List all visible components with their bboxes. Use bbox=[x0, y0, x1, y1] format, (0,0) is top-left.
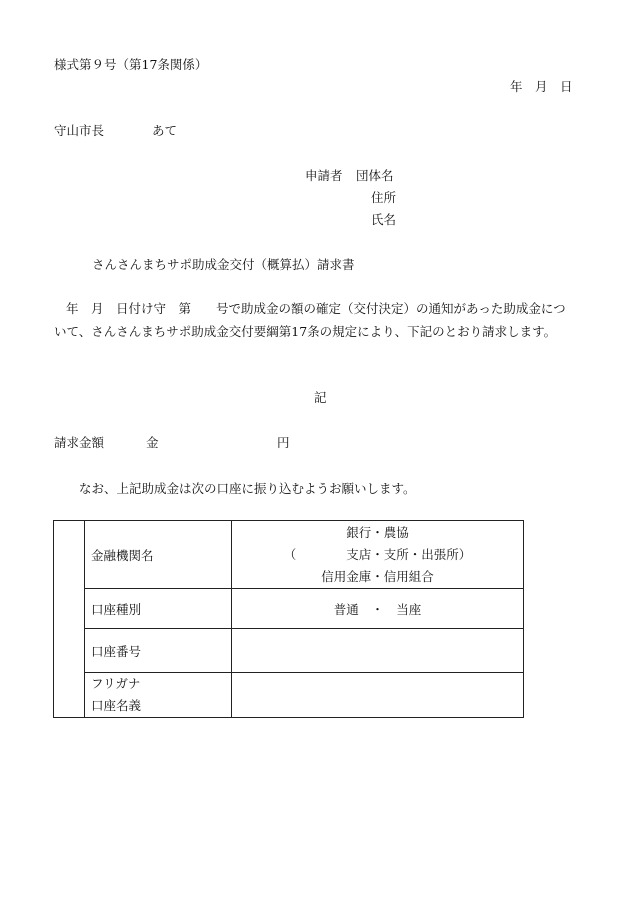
ki-heading: 記 bbox=[314, 390, 327, 405]
account-number-value bbox=[232, 629, 524, 673]
account-name-label-cell bbox=[85, 673, 232, 718]
table-side-cell bbox=[54, 521, 85, 718]
applicant-label: 申請者 bbox=[305, 168, 343, 183]
applicant-address-label: 住所 bbox=[371, 190, 397, 205]
account-name-value bbox=[232, 673, 524, 718]
account-type-value: 普通 ・ 当座 bbox=[232, 589, 524, 629]
document-title: さんさんまちサポ助成金交付（概算払）請求書 bbox=[92, 257, 355, 272]
bank-account-table bbox=[53, 520, 524, 718]
institution-value bbox=[232, 521, 524, 589]
transfer-note: なお、上記助成金は次の口座に振り込むようお願いします。 bbox=[79, 481, 416, 496]
applicant-org-label: 団体名 bbox=[356, 168, 394, 183]
applicant-name-label: 氏名 bbox=[371, 212, 397, 227]
form-number: 様式第９号（第17条関係） bbox=[54, 57, 208, 72]
addressee-suffix: あて bbox=[152, 123, 178, 138]
account-number-label: 口座番号 bbox=[85, 629, 232, 673]
amount-label: 請求金額 bbox=[54, 435, 105, 450]
institution-line-3: 信用金庫・信用組合 bbox=[321, 568, 434, 584]
institution-line-1: 銀行・農協 bbox=[346, 524, 409, 540]
amount-unit: 円 bbox=[277, 435, 290, 450]
date-line: 年 月 日 bbox=[510, 79, 573, 94]
institution-label: 金融機関名 bbox=[85, 521, 232, 589]
account-type-label: 口座種別 bbox=[85, 589, 232, 629]
amount-prefix: 金 bbox=[146, 435, 159, 450]
account-name-label: 口座名義 bbox=[91, 698, 142, 713]
furigana-label: フリガナ bbox=[91, 676, 141, 691]
body-paragraph: 年 月 日付け守 第 号で助成金の額の確定（交付決定）の通知があった助成金について、さんさんまちサポ助成金交付要綱第17条の規定により、下記のとおり請求します。 bbox=[54, 301, 566, 339]
institution-line-2: （ 支店・支所・出張所） bbox=[283, 546, 472, 562]
addressee-name: 守山市長 bbox=[54, 123, 105, 138]
